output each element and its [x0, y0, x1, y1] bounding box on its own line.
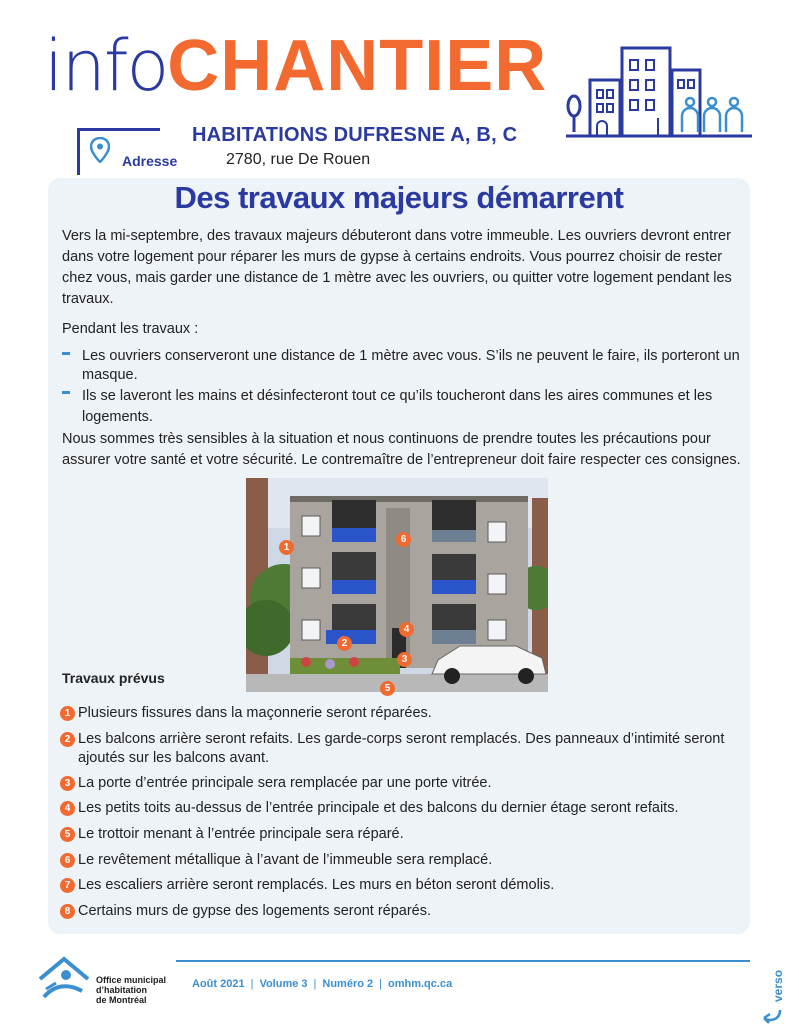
dash-bullet-icon — [62, 352, 70, 355]
work-text: Certains murs de gypse des logements seront réparés. — [78, 903, 432, 919]
org-line: d’habitation — [96, 985, 147, 995]
work-text: La porte d’entrée principale sera remplacée par une porte vitrée. — [78, 775, 492, 791]
work-text: Plusieurs fissures dans la maçonnerie seront réparées. — [78, 705, 432, 721]
photo-badge: 4 — [399, 622, 414, 637]
during-label: Pendant les travaux : — [62, 321, 199, 337]
intro-paragraph: Vers la mi-septembre, des travaux majeurs débuteront dans votre immeuble. Les ouvriers devront entrer dans votre logement pour réparer les murs de gypse à certains endroits. Vous pourrez choisir de rester chez vous, mais garder une distance de 1 mètre avec les ouvriers, ou quitter votre logement pendant les travaux. — [62, 228, 732, 307]
separator: | — [379, 978, 382, 990]
number-badge: 2 — [60, 732, 75, 747]
issue-volume: Volume 3 — [259, 978, 308, 990]
work-text: Le trottoir menant à l’entrée principale sera réparé. — [78, 826, 404, 842]
issue-date: Août 2021 — [192, 978, 245, 990]
bullet-text: Ils se laveront les mains et désinfecteront tout ce qu’ils toucheront dans les aires communes et les logements. — [82, 388, 713, 425]
org-line: de Montréal — [96, 995, 147, 1005]
website-link[interactable]: omhm.qc.ca — [388, 978, 453, 990]
number-badge: 8 — [60, 904, 75, 919]
work-text: Les petits toits au-dessus de l’entrée principale et des balcons du dernier étage seront refaits. — [78, 800, 679, 816]
number-badge: 7 — [60, 878, 75, 893]
number-badge: 4 — [60, 801, 75, 816]
work-text: Le revêtement métallique à l’avant de l’immeuble sera remplacé. — [78, 852, 493, 868]
verso-link[interactable] — [760, 968, 790, 1028]
project-title: HABITATIONS DUFRESNE A, B, C — [192, 124, 518, 146]
dash-bullet-icon — [62, 391, 70, 394]
org-line: Office municipal — [96, 975, 167, 985]
verso-label: verso — [771, 969, 785, 1002]
location-pin-icon — [90, 137, 110, 163]
issue-number: Numéro 2 — [322, 978, 374, 990]
photo-badge: 1 — [279, 540, 294, 555]
page-header — [0, 0, 799, 180]
organization-name — [96, 975, 166, 1005]
buildings-and-people-icon — [566, 40, 756, 140]
address-value: 2780, rue De Rouen — [226, 151, 371, 168]
issue-info — [192, 978, 452, 990]
infochantier-logo — [44, 25, 548, 107]
number-badge: 6 — [60, 853, 75, 868]
closing-paragraph: Nous sommes très sensibles à la situation et nous continuons de prendre toutes les précautions pour assurer votre santé et votre sécurité. Le contremaître de l’entrepreneur doit faire respecter ces consignes. — [62, 431, 741, 468]
number-badge: 3 — [60, 776, 75, 791]
footer-divider — [176, 960, 750, 962]
separator: | — [250, 978, 254, 990]
address-label: Adresse — [122, 153, 178, 169]
brand-info-text: info — [44, 25, 168, 107]
photo-badge: 3 — [397, 652, 412, 667]
bullet-text: Les ouvriers conserveront une distance de 1 mètre avec vous. S’ils ne peuvent le faire, ils porteront un masque. — [82, 348, 740, 383]
photo-badge: 2 — [337, 636, 352, 651]
number-badge: 5 — [60, 827, 75, 842]
work-text: Les balcons arrière seront refaits. Les garde-corps seront remplacés. Des panneaux d’intimité seront ajoutés sur les balcons avant. — [78, 731, 725, 766]
works-title: Travaux prévus — [62, 670, 165, 686]
omhm-logo-icon — [34, 945, 94, 1005]
headline: Des travaux majeurs démarrent — [174, 180, 624, 215]
photo-badge: 6 — [396, 532, 411, 547]
number-badge: 1 — [60, 706, 75, 721]
separator: | — [313, 978, 317, 990]
work-text: Les escaliers arrière seront remplacés. Les murs en béton seront démolis. — [78, 877, 555, 893]
turn-page-arrow-icon — [764, 1010, 780, 1023]
photo-badge: 5 — [380, 681, 395, 696]
brand-chantier-text: CHANTIER — [167, 26, 548, 106]
